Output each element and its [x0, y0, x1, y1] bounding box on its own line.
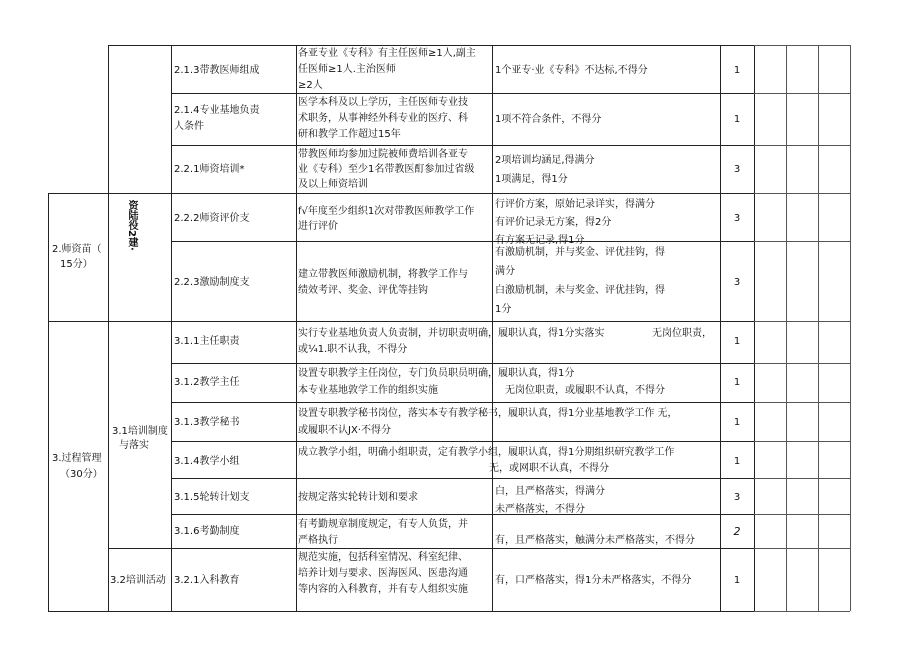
group-label: 与落实: [119, 440, 149, 451]
score-value: 1: [733, 456, 741, 467]
table-rule: [171, 45, 172, 611]
requirement-text: 规范实施，包括科室情况、科室纪律、: [298, 552, 468, 563]
table-rule: [48, 193, 754, 194]
scoring-text: 有，口严格落实，得1分未严格落实，不得分: [495, 575, 692, 586]
requirement-text: 绩效考评、奖金、评优等挂钩: [298, 285, 428, 296]
table-rule: [754, 193, 850, 194]
requirement-text: 医学本科及以上学历，主任医师专业技: [298, 97, 468, 108]
item-name: 2.2.2师资评价支: [174, 213, 250, 224]
score-value: 3: [733, 164, 741, 175]
scoring-text: 无岗位职责，或履职不认真，不得分: [505, 385, 665, 396]
scoring-text: 白激励机制，未与奖金、评优挂钩，得: [495, 285, 665, 296]
item-name: 2.1.3带教医师组成: [174, 65, 260, 76]
requirement-text: 实行专业基地负责人负责制，并切职责明确，履职认真，得1分实落实: [298, 328, 605, 339]
table-rule: [754, 548, 850, 549]
table-rule: [108, 548, 754, 549]
group-label: （30分）: [60, 469, 103, 480]
table-rule: [171, 93, 754, 94]
table-rule: [754, 611, 850, 612]
item-name: 3.1.6考勤制度: [174, 526, 240, 537]
scoring-text-clip: [493, 502, 719, 513]
scoring-text: 白，且严格落实，得满分: [495, 486, 605, 497]
item-name: 3.1.1主任职责: [174, 336, 240, 347]
scoring-text: 无岗位职责，: [652, 328, 712, 339]
table-rule: [850, 45, 851, 611]
score-value: 3: [733, 277, 741, 288]
requirement-text: 按规定落实轮转计划和要求: [298, 492, 418, 503]
group-label: 3.2培训活动: [110, 575, 166, 586]
score-value: 1: [733, 575, 741, 586]
table-rule: [754, 321, 850, 322]
item-name: 3.2.1入科教育: [174, 575, 240, 586]
scoring-text: 2项培训均涵足,得满分: [495, 155, 595, 166]
scoring-text: 未严格落实，不得分: [495, 504, 585, 515]
requirement-text: 术职务，从事神经外科专业的医疗、科: [298, 113, 468, 124]
requirement-text: 设置专职教学秘书岗位，落实本专有教学秘书，履职认真，得1分业基地教学工作 无，: [298, 408, 678, 419]
table-rule: [296, 45, 297, 611]
table-rule: [818, 45, 819, 611]
table-rule: [754, 363, 850, 364]
requirement-text: 及以上师资培训: [298, 179, 368, 190]
table-rule: [754, 45, 850, 46]
requirement-text: f√年度至少组织1次对带教医师教学工作: [298, 206, 475, 217]
item-name: 3.1.3教学秘书: [174, 417, 240, 428]
score-value: 2: [733, 525, 741, 538]
table-rule: [754, 402, 850, 403]
requirement-text: 有考勤规章制度规定，有专人负货，并: [298, 519, 468, 530]
score-value: 1: [733, 336, 741, 347]
scoring-text: 有，且严格落实，触满分未严格落实，不得分: [495, 535, 695, 546]
requirement-text: 设置专职教学主任岗位，专门负员职员明确，履职认真，得1分: [298, 368, 575, 379]
item-name: 2.2.1师资培训*: [174, 164, 245, 175]
requirement-text: 进行评价: [298, 221, 338, 232]
scoring-text: 行评价方案，原始记录详实，得满分: [495, 199, 655, 210]
requirement-text: 本专业基地敦学工作的组织实施: [298, 385, 438, 396]
score-value: 1: [733, 65, 741, 76]
requirement-text: 培养计划与要求、医海医风、医患沟通: [298, 568, 468, 579]
table-rule: [48, 193, 49, 611]
item-name: 2.1.4专业基地负责: [174, 105, 260, 116]
table-rule: [754, 145, 850, 146]
scoring-text: 1分: [495, 304, 512, 315]
item-name: 2.2.3激励制度支: [174, 277, 250, 288]
group-label: 2.师资苗（: [52, 244, 102, 255]
requirement-text: 严格执行: [298, 535, 338, 546]
score-value: 1: [733, 377, 741, 388]
score-value: 3: [733, 492, 741, 503]
table-rule: [171, 478, 754, 479]
requirement-text: 任医师≥1人.主治医师: [298, 64, 396, 75]
requirement-text: 带教医师均参加过院被师费培训各亚专: [298, 149, 468, 160]
scoring-text: 有激励机制，并与奖金、评优挂钩，得: [495, 247, 665, 258]
requirement-text: 各亚专业《专科》有主任医师≥1人,副主: [298, 48, 476, 59]
scoring-text: 有评价记录无方案，得2分: [495, 217, 612, 228]
group-label-vertical: 资陆役2建·: [126, 200, 137, 251]
requirement-text: 业《专科）至少1名带教医酊参加过省级: [298, 164, 475, 175]
table-rule: [171, 241, 754, 242]
item-name: 人条件: [174, 121, 204, 132]
scoring-text: 1项满足，得1分: [495, 174, 568, 185]
scoring-text-clip: [493, 232, 719, 246]
table-rule: [108, 45, 109, 611]
group-label: 3.过程管理: [52, 453, 102, 464]
scoring-text: 有方案无记录,得1分: [495, 235, 585, 246]
score-value: 1: [733, 114, 741, 125]
scoring-text: 无，或网职不认真，不得分: [489, 463, 609, 474]
item-name: 3.1.4教学小组: [174, 456, 240, 467]
scoring-text: 满分: [495, 266, 515, 277]
table-rule: [171, 145, 754, 146]
table-rule: [171, 363, 754, 364]
requirement-text: 或履职不认JX·不得分: [298, 425, 391, 436]
requirement-text: 或¼1.职不认我，不得分: [298, 344, 408, 355]
table-rule: [754, 478, 850, 479]
table-rule: [754, 514, 850, 515]
group-label: 15分）: [60, 259, 93, 270]
table-rule: [171, 402, 754, 403]
requirement-text: 等内容的入科教育，并有专人组织实施: [298, 584, 468, 595]
requirement-text: 建立带教医师激励机制，将教学工作与: [298, 269, 468, 280]
item-name: 3.1.2教学主任: [174, 377, 240, 388]
table-rule: [754, 241, 850, 242]
score-value: 3: [733, 213, 741, 224]
table-rule: [754, 93, 850, 94]
group-label: 3.1培训制度: [112, 426, 168, 437]
requirement-text: 成立教学小组，明确小组职责，定有教学小组，履职认真，得1分期组织研究教学工作: [298, 447, 675, 458]
table-rule: [171, 514, 754, 515]
requirement-text: 研和教学工作超过15年: [298, 129, 401, 140]
table-rule: [171, 441, 754, 442]
table-rule: [754, 441, 850, 442]
table-rule: [48, 611, 754, 612]
table-rule: [48, 321, 754, 322]
scoring-text: 1项不符合条件，不得分: [495, 114, 602, 125]
table-rule: [786, 45, 787, 611]
item-name: 3.1.5轮转计划支: [174, 492, 250, 503]
score-value: 1: [733, 417, 741, 428]
table-rule: [754, 45, 755, 611]
table-rule: [108, 45, 754, 46]
requirement-text: ≥2人: [298, 80, 323, 91]
scoring-text: 1个亚专·业《专科》不达标,不得分: [495, 65, 648, 76]
